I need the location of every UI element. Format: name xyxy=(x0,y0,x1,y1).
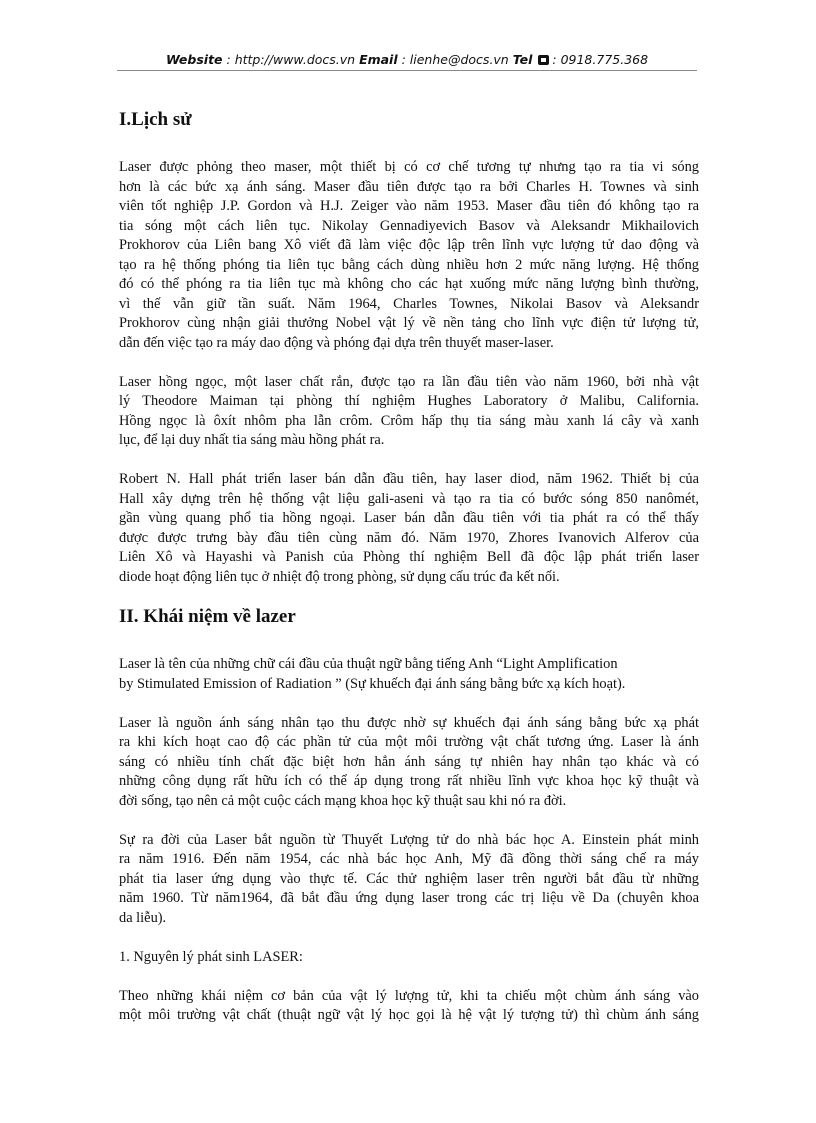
tel-label: Tel xyxy=(512,52,533,67)
text-line: tia sóng một cách liên tục. Nikolay Gennadiyevich Basov và Aleksandr Mikhailovich xyxy=(119,217,699,234)
text-line: đời sống, tạo nên cả một cuộc cách mạng khoa học kỹ thuật sau khi nó ra đời. xyxy=(119,792,567,809)
text-line: da liễu). xyxy=(119,909,167,926)
text-line: hơn là các bức xạ ánh sáng. Maser đầu tiên được tạo ra bởi Charles H. Townes và sinh xyxy=(119,178,699,195)
document-body xyxy=(119,108,699,1026)
paragraph-history-1 xyxy=(119,158,699,353)
paragraph-history-2 xyxy=(119,373,699,451)
text-line: Laser hồng ngọc, một laser chất rắn, được tạo ra lần đầu tiên vào năm 1960, bởi nhà vật xyxy=(119,373,699,390)
text-line: Prokhorov của Liên bang Xô viết đã làm việc độc lập trên lĩnh vực lượng tử dao động và xyxy=(119,237,699,253)
text-line: Laser là tên của những chữ cái đầu của thuật ngữ bằng tiếng Anh “Light Amplification xyxy=(119,656,618,672)
text-line: dẫn đến việc tạo ra máy dao động và phóng đại dựa trên thuyết maser-laser. xyxy=(119,334,554,351)
text-line: vì thế vẫn giữ tần suất. Năm 1964, Charles Townes, Nikolai Basov và Aleksandr xyxy=(119,295,699,312)
header-divider xyxy=(117,70,697,71)
paragraph-history-3 xyxy=(119,470,699,587)
text-line: đó có thể phóng ra tia liên tục mà không cho các hạt xuống mức năng lượng bình thường, xyxy=(119,276,699,292)
text-line: một môi trường vật chất (thuật ngữ vật lý học gọi là hệ vật lý tượng tử) thì chùm ánh sáng xyxy=(119,1007,699,1023)
section-heading-concept: II. Khái niệm về lazer xyxy=(119,606,296,627)
text-line: lục, để lại duy nhất tia sáng màu hồng phát ra. xyxy=(119,432,385,448)
text-line: năm 1960. Từ năm1964, đã bắt đầu ứng dụng laser trong các trị liệu về Da (chuyên khoa xyxy=(119,890,699,906)
subheading-laser-principle: 1. Nguyên lý phát sinh LASER: xyxy=(119,948,303,965)
email-value: : lienhe@docs.vn xyxy=(397,52,513,67)
paragraph-concept-3 xyxy=(119,831,699,929)
page-header xyxy=(117,52,697,68)
text-line: Hall xây dựng trên hệ thống vật liệu gali-aseni và tạo ra tia có bước sóng 850 nanômét, xyxy=(119,490,699,507)
text-line: ra năm 1916. Đến năm 1954, các nhà bác học Anh, Mỹ đã đồng thời sáng chế ra máy xyxy=(119,851,699,867)
website-label: Website xyxy=(165,52,223,67)
text-line: những công dụng rất hữu ích có thể áp dụng trong rất nhiều lĩnh vực khoa học kỹ thuật và xyxy=(119,773,699,789)
text-line: Laser là nguồn ánh sáng nhân tạo thu được nhờ sự khuếch đại ánh sáng bằng bức xạ phát xyxy=(119,714,699,731)
text-line: Hồng ngọc là ôxít nhôm pha lẫn crôm. Crôm hấp thụ tia sáng màu xanh lá cây và xanh xyxy=(119,412,699,429)
paragraph-concept-4 xyxy=(119,987,699,1026)
text-line: Sự ra đời của Laser bắt nguồn từ Thuyết Lượng tử do nhà bác học A. Einstein phát minh xyxy=(119,831,699,848)
text-line: ra khi kích hoạt cao độ các phần tử của một môi trường vật chất tương ứng. Laser là ánh xyxy=(119,734,699,750)
paragraph-concept-2 xyxy=(119,714,699,812)
text-line: diode hoạt động liên tục ở nhiệt độ trong phòng, sử dụng cấu trúc đa kết nối. xyxy=(119,568,560,585)
text-line: Prokhorov cùng nhận giải thưởng Nobel vật lý về nền tảng cho lĩnh vực điện tử lượng tử, xyxy=(119,315,699,331)
text-line: tạo ra hệ thống phóng tia liên tục bằng cách dùng nhiều hơn 2 mức năng lượng. Hệ thống xyxy=(119,256,699,273)
text-line: lý Theodore Maiman tại phòng thí nghiệm Hughes Laboratory ở Malibu, California. xyxy=(119,393,699,409)
tel-value: : 0918.775.368 xyxy=(552,52,649,67)
text-line: Liên Xô và Hayashi và Panish của Phòng thí nghiệm Bell đã độc lập phát triển laser xyxy=(119,549,699,565)
email-label: Email xyxy=(359,52,398,67)
text-line: gần vùng quang phổ tia hồng ngoại. Laser bán dẫn đầu tiên với tia phát ra có thể thấy xyxy=(119,510,699,526)
text-line: sáng có nhiều tính chất đặc biệt hơn hẳn ánh sáng tự nhiên hay nhân tạo khác và có xyxy=(119,753,699,770)
text-line: Theo những khái niệm cơ bản của vật lý lượng tử, khi ta chiếu một chùm ánh sáng vào xyxy=(119,987,699,1004)
text-line: viên tốt nghiệp J.P. Gordon và H.J. Zeiger vào năm 1953. Maser đầu tiên đó không tạo ra xyxy=(119,198,699,214)
paragraph-concept-1 xyxy=(119,655,699,694)
text-line: Laser được phỏng theo maser, một thiết bị có cơ chế tương tự nhưng tạo ra tia vi sóng xyxy=(119,159,699,175)
section-heading-history: I.Lịch sử xyxy=(119,109,192,130)
text-line: được được trưng bày đầu tiên cùng năm đó. Năm 1970, Zhores Ivanovich Alferov của xyxy=(119,529,699,546)
text-line: phát tia laser ứng dụng vào thực tế. Các thử nghiệm laser trên người bắt đầu từ những xyxy=(119,870,699,887)
text-line: by Stimulated Emission of Radiation ” (Sự khuếch đại ánh sáng bằng bức xạ kích hoạt). xyxy=(119,675,626,692)
phone-icon xyxy=(538,55,549,65)
website-value: : http://www.docs.vn xyxy=(222,52,360,67)
text-line: Robert N. Hall phát triển laser bán dẫn đầu tiên, hay laser diod, năm 1962. Thiết bị của xyxy=(119,471,699,487)
